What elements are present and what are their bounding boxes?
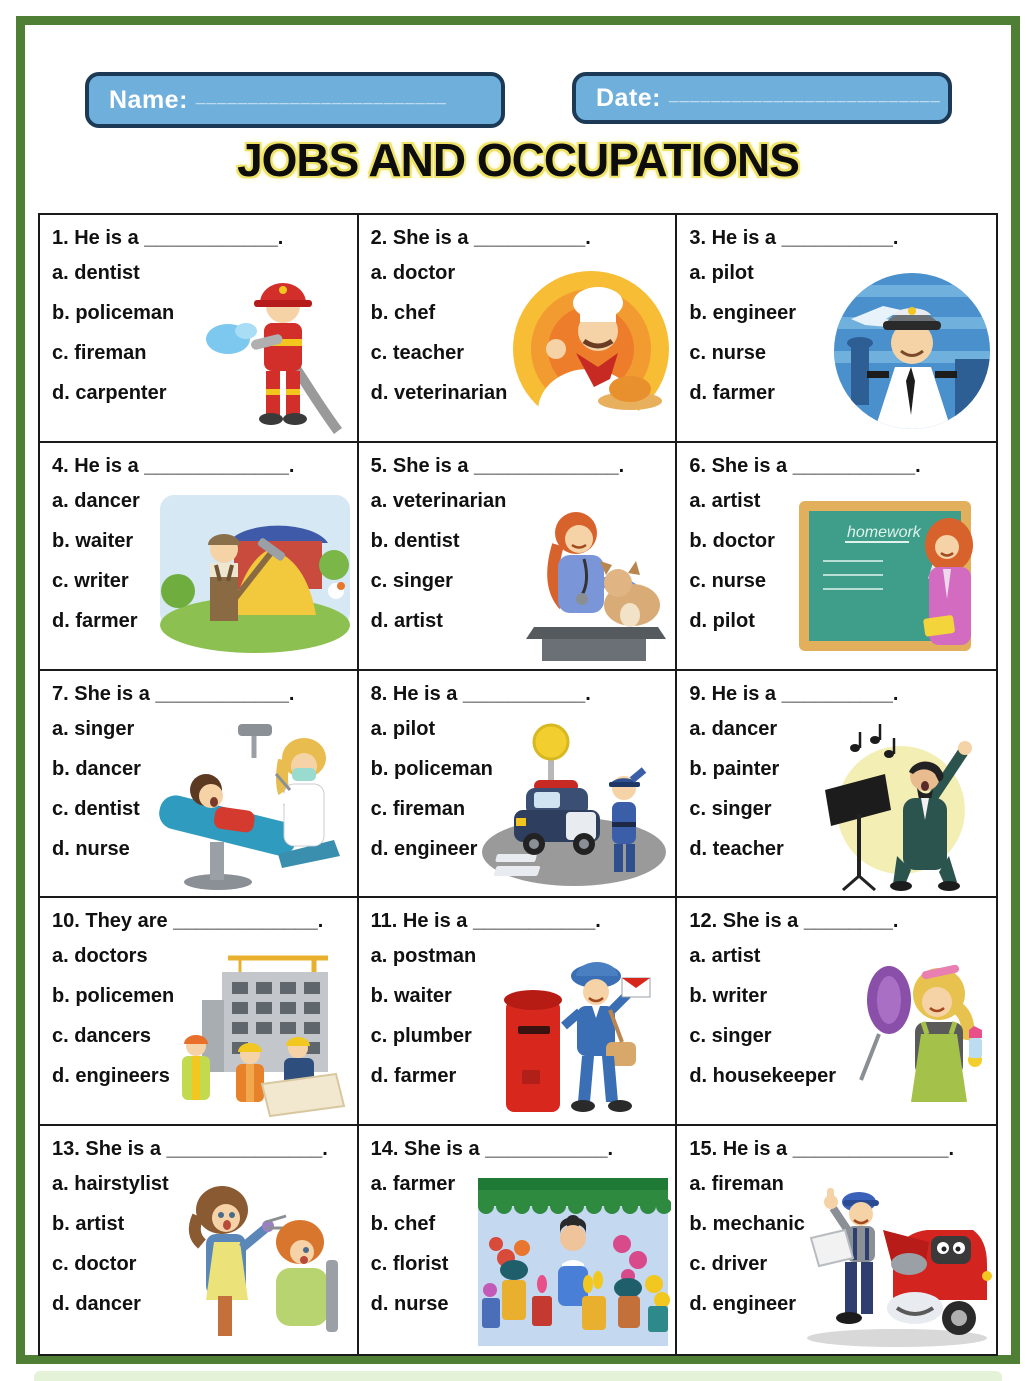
option-a[interactable]: a. pilot <box>370 717 436 740</box>
option-d[interactable]: d. nurse <box>52 837 130 860</box>
question-stem: 5. She is a _____________. <box>370 454 625 477</box>
option-c[interactable]: c. writer <box>52 569 129 592</box>
option-a[interactable]: a. artist <box>689 489 761 512</box>
option-d[interactable]: d. pilot <box>689 609 755 632</box>
option-b[interactable]: b. chef <box>370 302 436 324</box>
option-a[interactable]: a. doctor <box>370 262 456 284</box>
option-b[interactable]: b. mechanic <box>689 1213 805 1236</box>
option-b[interactable]: b. chef <box>370 1213 436 1236</box>
option-a[interactable]: a. dancer <box>52 489 140 512</box>
question-stem: 13. She is a ______________. <box>52 1138 328 1161</box>
option-c[interactable]: c. teacher <box>370 342 465 364</box>
option-d[interactable]: d. farmer <box>370 1065 457 1088</box>
date-blank-line[interactable]: __________________________ <box>669 85 941 104</box>
option-b[interactable]: b. dentist <box>370 529 460 552</box>
question-stem: 10. They are _____________. <box>52 910 324 933</box>
option-d[interactable]: d. engineer <box>689 1293 797 1316</box>
option-d[interactable]: d. veterinarian <box>370 382 508 404</box>
worksheet-title: JOBS AND OCCUPATIONS <box>237 134 799 186</box>
option-c[interactable]: c. singer <box>370 569 453 592</box>
chalkboard-text: homework <box>846 523 921 541</box>
question-cell-4 <box>40 443 359 671</box>
option-c[interactable]: c. dentist <box>52 797 140 820</box>
option-b[interactable]: b. waiter <box>370 985 452 1008</box>
question-stem: 12. She is a ________. <box>689 910 899 933</box>
option-a[interactable]: a. hairstylist <box>52 1173 169 1196</box>
question-cell-3 <box>677 215 996 443</box>
questions-grid <box>38 213 998 1356</box>
option-d[interactable]: d. engineer <box>370 837 478 860</box>
option-b[interactable]: b. waiter <box>52 529 134 552</box>
option-d[interactable]: d. farmer <box>689 382 775 404</box>
question-cell-5 <box>359 443 678 671</box>
question-stem: 8. He is a ___________. <box>370 682 591 705</box>
question-cell-8 <box>359 671 678 899</box>
question-stem: 14. She is a ___________. <box>370 1138 614 1161</box>
option-a[interactable]: a. postman <box>370 945 477 968</box>
option-a[interactable]: a. artist <box>689 945 761 968</box>
option-b[interactable]: b. policeman <box>370 757 493 780</box>
option-d[interactable]: d. artist <box>370 609 443 632</box>
question-cell-13 <box>40 1126 359 1354</box>
option-d[interactable]: d. farmer <box>52 609 138 632</box>
question-stem: 11. He is a ___________. <box>370 910 601 933</box>
question-cell-12 <box>677 898 996 1126</box>
option-a[interactable]: a. singer <box>52 717 135 740</box>
option-a[interactable]: a. dancer <box>689 717 778 740</box>
option-b[interactable]: b. dancer <box>52 757 141 780</box>
option-d[interactable]: d. housekeeper <box>689 1065 837 1088</box>
option-d[interactable]: d. dancer <box>52 1293 141 1316</box>
date-box <box>572 72 952 124</box>
option-c[interactable]: c. fireman <box>370 797 466 820</box>
option-d[interactable]: d. teacher <box>689 837 784 860</box>
question-cell-14 <box>359 1126 678 1354</box>
option-c[interactable]: c. dancers <box>52 1025 151 1048</box>
option-c[interactable]: c. nurse <box>689 569 767 592</box>
question-stem: 9. He is a __________. <box>689 682 899 705</box>
question-stem: 7. She is a ____________. <box>52 682 295 705</box>
name-box <box>85 72 505 128</box>
option-c[interactable]: c. doctor <box>52 1253 137 1276</box>
bottom-edge-strip <box>34 1371 1002 1381</box>
question-stem: 3. He is a __________. <box>689 227 899 249</box>
option-a[interactable]: a. doctors <box>52 945 148 968</box>
option-c[interactable]: c. fireman <box>52 342 147 364</box>
question-cell-15 <box>677 1126 996 1354</box>
name-label: Name: <box>109 85 188 114</box>
question-cell-11 <box>359 898 678 1126</box>
question-stem: 6. She is a ___________. <box>689 454 921 477</box>
option-d[interactable]: d. engineers <box>52 1065 170 1088</box>
name-blank-line[interactable]: ________________________ <box>195 87 447 106</box>
question-stem: 4. He is a _____________. <box>52 454 295 477</box>
question-cell-9 <box>677 671 996 899</box>
question-cell-1 <box>40 215 359 443</box>
option-b[interactable]: b. writer <box>689 985 768 1008</box>
option-a[interactable]: a. veterinarian <box>370 489 507 512</box>
question-cell-6 <box>677 443 996 671</box>
option-c[interactable]: c. florist <box>370 1253 449 1276</box>
question-cell-10 <box>40 898 359 1126</box>
option-c[interactable]: c. singer <box>689 797 772 820</box>
option-a[interactable]: a. pilot <box>689 262 754 284</box>
option-d[interactable]: d. carpenter <box>52 382 167 404</box>
question-cell-2 <box>359 215 678 443</box>
option-b[interactable]: b. artist <box>52 1213 125 1236</box>
question-stem: 1. He is a ____________. <box>52 227 284 249</box>
option-b[interactable]: b. doctor <box>689 529 775 552</box>
option-b[interactable]: b. painter <box>689 757 780 780</box>
option-a[interactable]: a. dentist <box>52 262 140 284</box>
option-d[interactable]: d. nurse <box>370 1293 449 1316</box>
option-c[interactable]: c. nurse <box>689 342 767 364</box>
date-label: Date: <box>596 83 662 112</box>
option-a[interactable]: a. fireman <box>689 1173 784 1196</box>
option-c[interactable]: c. singer <box>689 1025 772 1048</box>
question-stem: 2. She is a __________. <box>370 227 591 249</box>
question-stem: 15. He is a ______________. <box>689 1138 955 1161</box>
question-cell-7 <box>40 671 359 899</box>
option-c[interactable]: c. driver <box>689 1253 768 1276</box>
option-b[interactable]: b. engineer <box>689 302 797 324</box>
option-a[interactable]: a. farmer <box>370 1173 456 1196</box>
option-b[interactable]: b. policeman <box>52 302 175 324</box>
option-c[interactable]: c. plumber <box>370 1025 472 1048</box>
option-b[interactable]: b. policemen <box>52 985 175 1008</box>
